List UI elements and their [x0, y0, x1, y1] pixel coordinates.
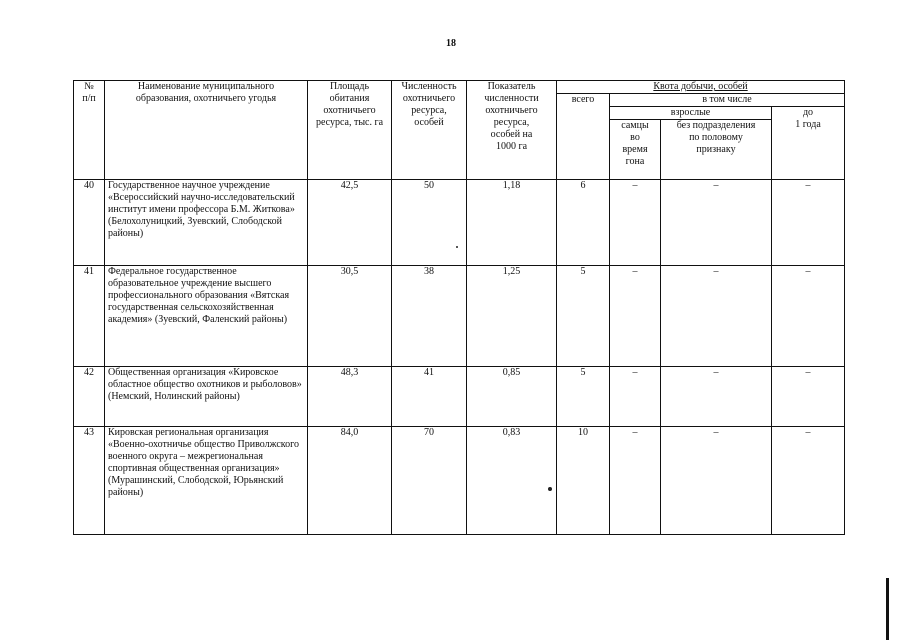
- cell-no-gender: –: [661, 427, 772, 535]
- table-row: [74, 266, 845, 367]
- cell-index: 0,85: [467, 367, 557, 427]
- cell-total: 6: [557, 180, 610, 266]
- cell-no-gender: –: [661, 266, 772, 367]
- cell-num: 43: [74, 427, 105, 535]
- cell-count: 50: [392, 180, 467, 266]
- cell-name: Общественная организация «Кировское областное общество охотников и рыболовов» (Немский, Нолинский районы): [105, 367, 308, 427]
- header-quota: Квота добычи, особей: [557, 81, 845, 94]
- cell-area: 84,0: [308, 427, 392, 535]
- cell-under-one: –: [772, 266, 845, 367]
- cell-name: Государственное научное учреждение «Всероссийский научно-исследовательский институт имени профессора Б.М. Житкова» (Белохолуницкий, Зуевский, Слободской районы): [105, 180, 308, 266]
- cell-count: 41: [392, 367, 467, 427]
- page-number: 18: [446, 38, 456, 49]
- header-count: Численность охотничьего ресурса, особей: [392, 81, 467, 180]
- table-row: [74, 367, 845, 427]
- cell-num: 42: [74, 367, 105, 427]
- cell-under-one: –: [772, 367, 845, 427]
- cell-no-gender: –: [661, 180, 772, 266]
- cell-total: 5: [557, 266, 610, 367]
- header-males: самцы во время гона: [610, 120, 661, 180]
- header-total: всего: [557, 94, 610, 180]
- header-including: в том числе: [610, 94, 845, 107]
- cell-males: –: [610, 367, 661, 427]
- cell-num: 41: [74, 266, 105, 367]
- header-num: № п/п: [74, 81, 105, 180]
- cell-index: 0,83: [467, 427, 557, 535]
- cell-area: 48,3: [308, 367, 392, 427]
- cell-males: –: [610, 266, 661, 367]
- cell-area: 30,5: [308, 266, 392, 367]
- cell-under-one: –: [772, 427, 845, 535]
- cell-total: 5: [557, 367, 610, 427]
- table-row: [74, 427, 845, 535]
- header-name: Наименование муниципального образования, охотничьего угодья: [105, 81, 308, 180]
- cell-males: –: [610, 427, 661, 535]
- cell-count: 38: [392, 266, 467, 367]
- cell-index: 1,18: [467, 180, 557, 266]
- header-no-gender: без подразделения по половому признаку: [661, 120, 772, 180]
- cell-no-gender: –: [661, 367, 772, 427]
- table-row: [74, 180, 845, 266]
- cell-name: Кировская региональная организация «Военно-охотничье общество Приволжского военного округа – межрегиональная спортивная общественная организация» (Мурашинский, Слободской, Юрьянский районы): [105, 427, 308, 535]
- header-index: Показатель численности охотничьего ресурса, особей на 1000 га: [467, 81, 557, 180]
- cell-males: –: [610, 180, 661, 266]
- cell-num: 40: [74, 180, 105, 266]
- scan-speck: [456, 246, 458, 248]
- cell-under-one: –: [772, 180, 845, 266]
- scan-speck: [548, 487, 552, 491]
- cell-total: 10: [557, 427, 610, 535]
- cell-area: 42,5: [308, 180, 392, 266]
- cell-index: 1,25: [467, 266, 557, 367]
- scan-edge-bar: [886, 578, 889, 640]
- cell-name: Федеральное государственное образовательное учреждение высшего профессионального образования «Вятская государственная сельскохозяйственная академия» (Зуевский, Фаленский районы): [105, 266, 308, 367]
- quota-table: [73, 80, 845, 535]
- header-area: Площадь обитания охотничьего ресурса, тыс. га: [308, 81, 392, 180]
- header-under-one: до 1 года: [772, 107, 845, 180]
- header-adults: взрослые: [610, 107, 772, 120]
- cell-count: 70: [392, 427, 467, 535]
